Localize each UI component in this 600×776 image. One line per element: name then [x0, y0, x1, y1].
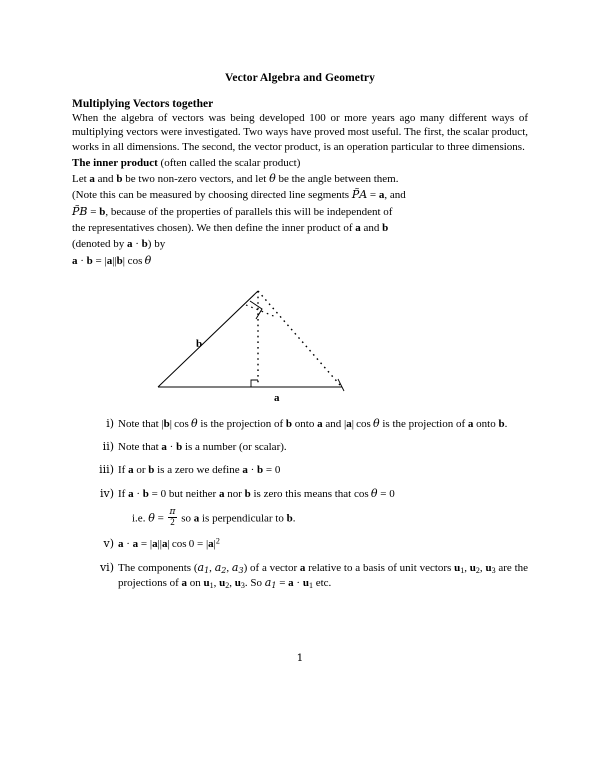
- list-item: [90, 487, 528, 528]
- text-frag: , and: [384, 189, 406, 202]
- projection-triangle-diagram: [72, 279, 528, 407]
- list-item-text: a · a = |a||a| $\cos 0 = |a|^2$: [118, 536, 220, 551]
- list-marker: iii): [99, 463, 114, 477]
- list-item-text: Note that a · b is a number (or scalar).: [118, 440, 287, 453]
- text-frag: (Note this can be measured by choosing directed line segments: [72, 189, 352, 202]
- list-marker: iv): [99, 486, 114, 500]
- list-item-subtext: i.e. θ = $\frac{\pi}{2}$ so a is perpendicular to b.: [132, 506, 296, 528]
- list-item: [90, 537, 528, 552]
- inner-product-equation: a · b = |a||b| cos θ: [72, 253, 152, 267]
- text-frag: the representatives chosen). We then define the inner product of: [72, 222, 356, 235]
- diagram-svg: [150, 279, 450, 407]
- section-paragraph-multiplying: When the algebra of vectors was being developed 100 or more years ago many different ways of multiplying vectors were investigated. Two ways have proved most useful. The first, the scalar product, works in all dimensions. The second, the vector product, is an operation particular to three dimensions.: [72, 112, 528, 153]
- text-frag: , because of the properties of parallels this will be independent of: [105, 205, 393, 218]
- text-frag: and: [94, 173, 117, 186]
- list-marker: ii): [102, 439, 114, 453]
- inner-product-line-3: P̃B = b, because of the properties of parallels this will be independent of: [72, 204, 393, 218]
- label-b: b: [196, 337, 203, 350]
- list-item: [90, 417, 528, 431]
- text-frag: be the angle between them.: [275, 173, 399, 186]
- inner-product-line-4: the representatives chosen). We then define the inner product of a and b: [72, 222, 389, 235]
- inner-product-line-5: (denoted by a · b) by: [72, 238, 166, 251]
- inner-product-line-2: (Note this can be measured by choosing directed line segments P̃A = a, and: [72, 188, 406, 202]
- list-item-text: Note that |b| cos θ is the projection of b onto a and |a| cos θ is the projection of a onto b.: [118, 416, 508, 430]
- list-item: [90, 440, 528, 454]
- list-marker: v): [103, 536, 114, 550]
- text-frag: (denoted by: [72, 238, 127, 251]
- section-heading-multiplying: Multiplying Vectors together: [72, 98, 214, 110]
- list-marker: i): [106, 416, 114, 430]
- list-item-text: The components ($a_1$, $a_2$, $a_3$) of a vector a relative to a basis of unit vectors $u_1$, $u_2$, $u_3$ are the projections of a on $u_1$, $u_2$, $u_3$. So $a_1 = a \cdot u_1$ etc.: [118, 560, 529, 590]
- text-frag: ) by: [147, 238, 166, 251]
- list-marker: vi): [99, 560, 114, 574]
- page-number: 1: [296, 652, 304, 664]
- list-item-text: If a · b = 0 but neither a nor b is zero this means that cos θ = 0 i.e. θ = $\frac{\pi}{2}$ so a is perpendicular to b.: [118, 488, 528, 528]
- label-a: a: [274, 391, 280, 404]
- inner-product-line-1: Let a and b be two non-zero vectors, and let θ be the angle between them.: [72, 172, 399, 186]
- text-frag: and: [360, 222, 383, 235]
- numbered-properties-list: [72, 417, 528, 591]
- list-item-text: If a or b is a zero we define a · b = 0: [118, 464, 281, 477]
- inner-product-heading: The inner product: [72, 156, 158, 169]
- inner-product-heading-rest: (often called the scalar product): [160, 156, 301, 169]
- page-title: Vector Algebra and Geometry: [225, 72, 375, 84]
- list-item: [90, 561, 528, 591]
- text-frag: Let: [72, 173, 90, 186]
- text-frag: be two non-zero vectors, and let: [122, 173, 270, 186]
- inner-product-heading-line: [72, 156, 528, 170]
- list-item: [90, 463, 528, 477]
